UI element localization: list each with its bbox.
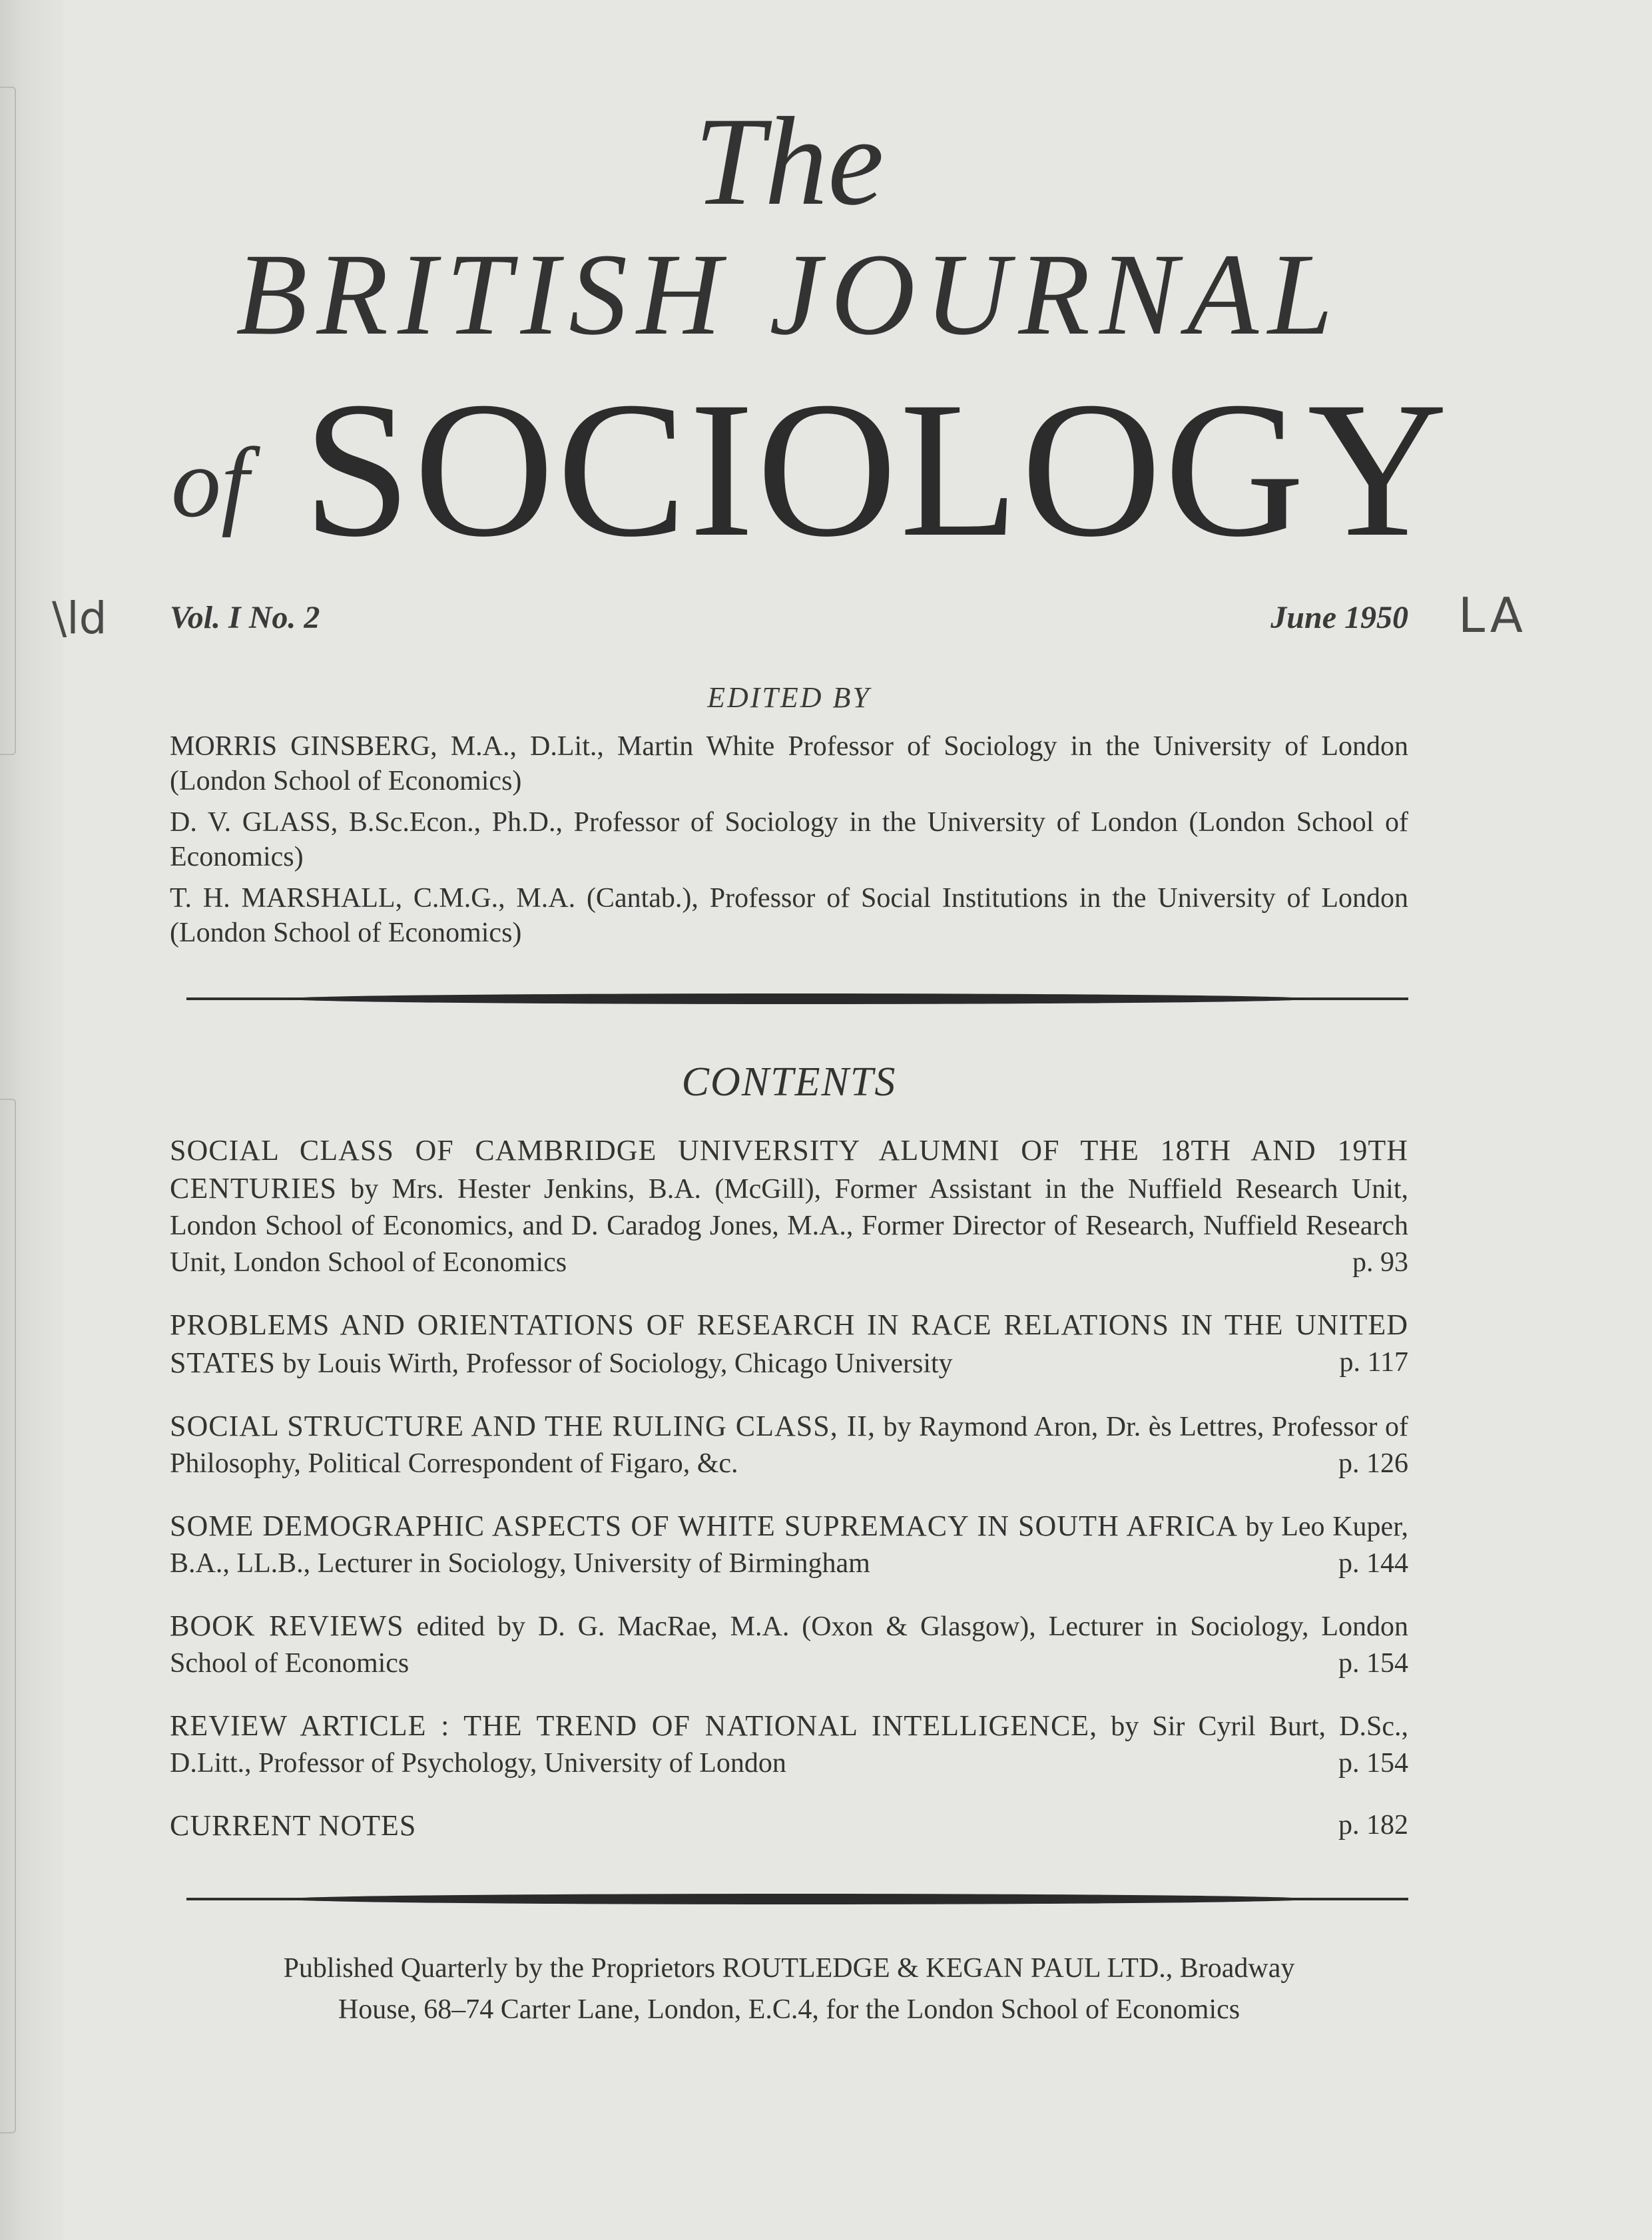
page-reference: p. 117 (1339, 1347, 1408, 1378)
article-byline: by Sir Cyril Burt, D.Sc., D.Litt., Professor of Psychology, University of London (170, 1711, 1408, 1779)
spine-edge-mark (0, 87, 16, 755)
handwritten-mark-right: LA (1458, 587, 1527, 643)
article-title: BOOK REVIEWS (170, 1609, 404, 1642)
edited-by-heading: EDITED BY (707, 681, 871, 714)
masthead-british-journal: BRITISH JOURNAL (236, 230, 1342, 360)
contents-entry (170, 1807, 1408, 1845)
handwritten-mark-left: \ld (52, 593, 107, 644)
page-reference: p. 182 (1338, 1810, 1408, 1840)
article-byline: edited by D. G. MacRae, M.A. (Oxon & Glasgow), Lecturer in Sociology, London School of Economics (170, 1611, 1408, 1679)
article-title: SOCIAL STRUCTURE AND THE RULING CLASS, II, (170, 1410, 876, 1442)
article-title: REVIEW ARTICLE : THE TREND OF NATIONAL INTELLIGENCE, (170, 1709, 1098, 1742)
contents-entry (170, 1132, 1408, 1281)
contents-heading: CONTENTS (681, 1059, 897, 1105)
article-title: SOME DEMOGRAPHIC ASPECTS OF WHITE SUPREMACY IN SOUTH AFRICA (170, 1510, 1238, 1542)
contents-entry (170, 1707, 1408, 1782)
contents-entry (170, 1408, 1408, 1482)
article-byline: by Leo Kuper, B.A., LL.B., Lecturer in Sociology, University of Birmingham (170, 1512, 1409, 1579)
page-reference: p. 154 (1338, 1748, 1408, 1779)
article-title: SOCIAL CLASS OF CAMBRIDGE UNIVERSITY ALUMNI OF THE 18TH AND 19TH CENTURIES (170, 1134, 1408, 1205)
contents-entry (170, 1306, 1408, 1382)
article-byline: by Raymond Aron, Dr. ès Lettres, Professor of Philosophy, Political Correspondent of Figaro, &c. (170, 1412, 1408, 1479)
masthead-sociology: SOCIOLOGY (303, 362, 1451, 577)
editors-list (170, 729, 1408, 957)
publisher-imprint (170, 1948, 1408, 2030)
editor-entry: D. V. GLASS, B.Sc.Econ., Ph.D., Professor of Sociology in the University of London (London School of Economics) (170, 807, 1408, 872)
divider-rule (186, 997, 1408, 1000)
article-title: CURRENT NOTES (170, 1809, 417, 1842)
editor-entry: MORRIS GINSBERG, M.A., D.Lit., Martin White Professor of Sociology in the University of London (London School of Economics) (170, 731, 1408, 796)
contents-entry (170, 1607, 1408, 1682)
divider-rule (186, 1898, 1408, 1900)
article-byline: by Mrs. Hester Jenkins, B.A. (McGill), Former Assistant in the Nuffield Research Unit, London School of Economics, and D. Caradog Jones, M.A., Former Director of Research, Nuffield Research Unit, London School of Economics (170, 1174, 1408, 1278)
volume-number: Vol. I No. 2 (170, 600, 320, 635)
contents-list (170, 1132, 1408, 1870)
page-reference: p. 144 (1338, 1548, 1408, 1579)
spine-edge-mark (0, 1099, 16, 2133)
imprint-line: Published Quarterly by the Proprietors ROUTLEDGE & KEGAN PAUL LTD., Broadway (283, 1953, 1295, 1984)
journal-cover-page (170, 0, 1451, 2240)
page-reference: p. 126 (1338, 1448, 1408, 1479)
article-title: PROBLEMS AND ORIENTATIONS OF RESEARCH IN RACE RELATIONS IN THE UNITED STATES (170, 1308, 1408, 1379)
imprint-line: House, 68–74 Carter Lane, London, E.C.4, for the London School of Economics (338, 1994, 1240, 2025)
masthead-the: The (694, 92, 884, 232)
page-spine (0, 0, 63, 2240)
article-byline: by Louis Wirth, Professor of Sociology, Chicago University (275, 1348, 953, 1379)
contents-entry (170, 1508, 1408, 1582)
masthead-of: of (171, 427, 249, 538)
issue-date: June 1950 (1270, 600, 1408, 635)
page-reference: p. 154 (1338, 1648, 1408, 1679)
page-reference: p. 93 (1352, 1247, 1408, 1278)
editor-entry: T. H. MARSHALL, C.M.G., M.A. (Cantab.), Professor of Social Institutions in the University of London (London School of Economics) (170, 883, 1408, 948)
